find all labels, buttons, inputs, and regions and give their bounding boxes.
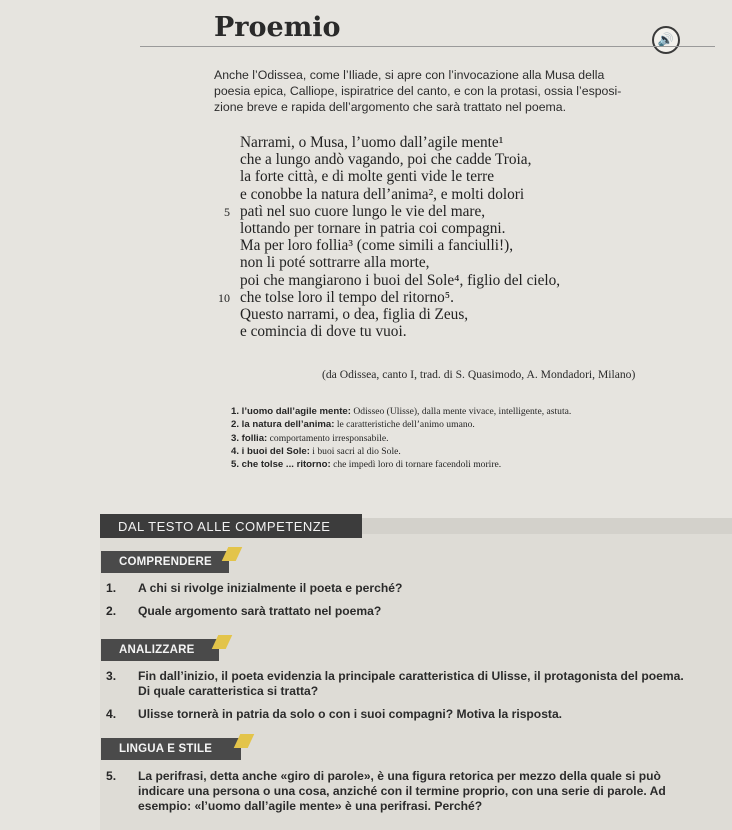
poem-line (218, 288, 700, 306)
question-number: 1. (106, 581, 117, 595)
question-item (106, 669, 698, 699)
poem-line (240, 134, 700, 151)
question-number: 5. (106, 769, 117, 783)
footnotes (231, 405, 711, 471)
question-item (106, 581, 698, 596)
question-text: Ulisse tornerà in patria da solo o con i suoi compagni? Motiva la risposta. (138, 707, 563, 721)
poem-line (240, 272, 700, 289)
section-lingua-e-stile: LINGUA E STILE (101, 738, 241, 760)
verse: che a lungo andò vagando, poi che cadde Troia, (240, 151, 532, 169)
poem-text (218, 134, 700, 341)
verse: Ma per loro follia³ (come simili a fanciulli!), (240, 237, 514, 255)
footnote-term: 5. che tolse ... ritorno: (231, 459, 331, 471)
speaker-icon[interactable]: 🔊 (652, 26, 680, 54)
footnote (231, 432, 711, 445)
source-citation: (da Odissea, canto I, trad. di S. Quasimodo, A. Mondadori, Milano) (322, 368, 636, 381)
exercises-heading: DAL TESTO ALLE COMPETENZE (100, 514, 362, 538)
footnote (231, 445, 711, 458)
verse: e conobbe la natura dell’anima², e molti dolori (240, 185, 525, 203)
heading-band-extension (362, 518, 732, 534)
question-text: A chi si rivolge inizialmente il poeta e perché? (138, 581, 403, 595)
poem-line (240, 237, 700, 254)
section-comprendere: COMPRENDERE (101, 551, 229, 573)
footnote-term: 2. la natura dell’anima: (231, 419, 335, 431)
question-text: Quale argomento sarà trattato nel poema? (138, 604, 382, 618)
footnote-definition: comportamento irresponsabile. (267, 432, 389, 444)
question-item (106, 769, 698, 814)
verse: Narrami, o Musa, l’uomo dall’agile mente¹ (240, 134, 504, 151)
section-analizzare: ANALIZZARE (101, 639, 219, 661)
footnote-definition: le caratteristiche dell’animo umano. (334, 419, 475, 431)
poem-line (240, 220, 700, 237)
question-text: Fin dall’inizio, il poeta evidenzia la principale caratteristica di Ulisse, il protagonista del poema. Di quale caratteristica si tratta? (138, 669, 684, 698)
footnote (231, 405, 711, 418)
poem-line (224, 202, 700, 220)
question-number: 2. (106, 604, 117, 618)
footnote-definition: che impedì loro di tornare facendoli morire. (330, 459, 502, 471)
intro-line: poesia epica, Calliope, ispiratrice del canto, e con la protasi, ossia l’esposi- (214, 84, 622, 98)
footnote (231, 418, 711, 431)
verse: la forte città, e di molte genti vide le terre (240, 168, 494, 186)
poem-line (240, 254, 700, 271)
verse: che tolse loro il tempo del ritorno⁵. (240, 288, 454, 306)
footnote-definition: i buoi sacri al dio Sole. (309, 445, 401, 457)
question-number: 4. (106, 707, 117, 721)
question-item (106, 604, 698, 619)
verse: patì nel suo cuore lungo le vie del mare, (240, 202, 486, 220)
intro-line: zione breve e rapida dell’argomento che sarà trattato nel poema. (214, 100, 567, 114)
poem-line (240, 186, 700, 203)
verse: lottando per tornare in patria coi compagni. (240, 220, 506, 238)
poem-line (240, 323, 700, 340)
title-divider (140, 46, 715, 47)
verse: non li poté sottrarre alla morte, (240, 254, 430, 272)
intro-paragraph (214, 67, 694, 115)
line-number: 5 (224, 204, 230, 219)
footnote-definition: Odisseo (Ulisse), dalla mente vivace, intelligente, astuta. (350, 406, 572, 417)
footnote (231, 458, 711, 471)
page-title: Proemio (214, 12, 341, 43)
question-item (106, 707, 698, 722)
footnote-term: 3. follia: (231, 432, 268, 444)
verse: poi che mangiarono i buoi del Sole⁴, figlio del cielo, (240, 271, 561, 289)
question-text: La perifrasi, detta anche «giro di parole», è una figura retorica per mezzo della quale si può indicare una persona o una cosa, anziché con il termine proprio, con una serie di parole. Ad esempio: «l’uomo dall’agile mente» è una perifrasi. Perché? (138, 769, 666, 813)
line-number: 10 (218, 290, 230, 305)
intro-line: Anche l’Odissea, come l’Iliade, si apre con l’invocazione alla Musa della (214, 68, 605, 82)
footnote-term: 1. l’uomo dall’agile mente: (231, 406, 351, 417)
verse: e comincia di dove tu vuoi. (240, 323, 407, 341)
question-number: 3. (106, 669, 117, 683)
poem-line (240, 306, 700, 323)
verse: Questo narrami, o dea, figlia di Zeus, (240, 306, 469, 324)
footnote-term: 4. i buoi del Sole: (231, 445, 310, 457)
poem-line (240, 151, 700, 168)
poem-line (240, 168, 700, 185)
